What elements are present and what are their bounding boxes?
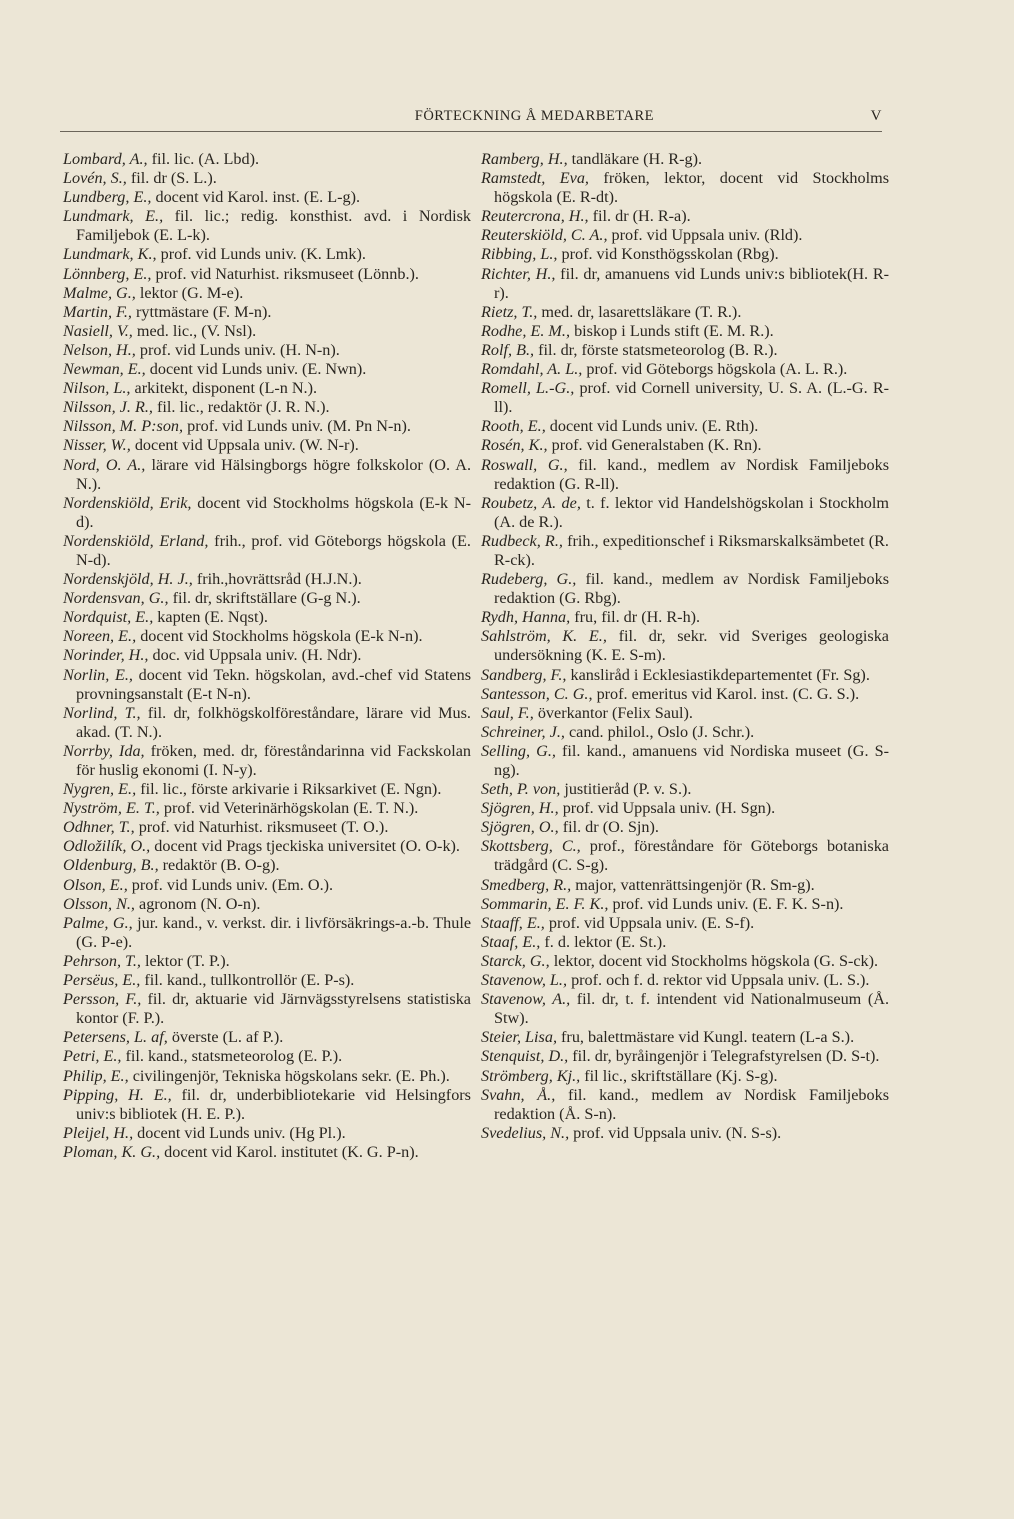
contributor-name: Rudeberg, G.,	[481, 570, 577, 589]
contributor-entry	[481, 532, 889, 570]
contributor-entry	[63, 245, 471, 264]
contributor-details: cand. philol., Oslo (J. Schr.).	[564, 722, 755, 741]
contributor-entry	[63, 322, 471, 341]
contributor-details: fil. lic. (A. Lbd).	[147, 150, 260, 168]
contributor-name: Pehrson, T.,	[63, 951, 141, 970]
contributor-name: Stavenow, A.,	[481, 990, 571, 1009]
contributor-entry	[481, 608, 889, 627]
contributor-details: kapten (E. Nqst).	[153, 608, 268, 627]
contributor-details: docent vid Karol. institutet (K. G. P-n).	[160, 1142, 419, 1161]
contributor-details: fröken, med. dr, föreståndarinna vid Fackskolan för huslig ekonomi (I. N-y).	[76, 741, 472, 779]
contributor-name: Lundmark, K.,	[63, 245, 157, 264]
contributor-details: prof. vid Lunds univ. (E. F. K. S-n).	[608, 894, 844, 913]
contributor-details: fil. dr, sekr. vid Sveriges geologiska undersökning (K. E. S-m).	[494, 627, 889, 665]
contributor-details: biskop i Lunds stift (E. M. R.).	[570, 321, 774, 340]
contributor-details: docent vid Uppsala univ. (W. N-r).	[130, 436, 359, 455]
contributor-name: Schreiner, J.,	[481, 722, 565, 741]
contributor-name: Stavenow, L.,	[481, 971, 568, 990]
contributor-details: prof. vid Lunds univ. (H. N-n).	[135, 340, 340, 359]
contributor-details: prof. vid Naturhist. riksmuseet (Lönnb.).	[151, 264, 419, 283]
contributor-entry	[63, 1047, 471, 1066]
contributor-details: redaktör (B. O-g).	[158, 856, 280, 875]
contributor-name: Nilson, L.,	[63, 379, 131, 398]
contributor-details: lärare vid Hälsingborgs högre folkskolor (O. A. N.).	[76, 455, 471, 493]
contributor-name: Stenquist, D.,	[481, 1047, 569, 1066]
contributor-entry	[63, 570, 471, 589]
contributor-details: major, vattenrättsingenjör (R. Sm-g).	[571, 875, 815, 894]
contributor-name: Nordensvan, G.,	[63, 589, 169, 608]
contributor-name: Oldenburg, B.,	[63, 856, 159, 875]
contributor-name: Ploman, K. G.,	[63, 1142, 161, 1161]
contributor-details: fil. kand., amanuens vid Nordiska museet (G. S-ng).	[494, 741, 889, 779]
contributor-name: Olsson, N.,	[63, 894, 135, 913]
contributor-name: Staaff, E.,	[481, 913, 545, 932]
contributor-name: Olson, E.,	[63, 875, 128, 894]
contributor-name: Reutercrona, H.,	[481, 207, 589, 226]
contributor-details: prof. vid Veterinärhögskolan (E. T. N.).	[159, 799, 419, 818]
contributor-entry	[481, 436, 889, 455]
contributor-entry	[63, 837, 471, 856]
contributor-name: Santesson, C. G.,	[481, 684, 593, 703]
contributor-entry	[63, 341, 471, 360]
contributor-details: fil. dr (O. Sjn).	[558, 818, 659, 837]
contributor-name: Petersens, L. af,	[63, 1028, 168, 1047]
contributor-details: prof. vid Lunds univ. (M. Pn N-n).	[183, 417, 411, 436]
contributor-entry	[63, 952, 471, 971]
contributor-details: docent vid Lunds univ. (Hg Pl.).	[133, 1123, 346, 1142]
contributor-details: docent vid Lunds univ. (E. Nwn).	[145, 360, 367, 379]
contributor-entry	[481, 1028, 889, 1047]
contributor-entry	[481, 322, 889, 341]
contributor-name: Sahlström, K. E.,	[481, 627, 607, 646]
contributor-entry	[481, 1124, 889, 1143]
contributor-entry	[481, 837, 889, 875]
contributor-name: Pipping, H. E.,	[63, 1085, 172, 1104]
contributor-details: docent vid Stockholms högskola (E-k N-d).	[76, 493, 472, 531]
contributor-entry	[481, 245, 889, 264]
contributor-name: Ribbing, L.,	[481, 245, 558, 264]
contributor-name: Rosén, K.,	[481, 436, 548, 455]
contributor-entry	[63, 417, 471, 436]
contributor-name: Odložilík, O.,	[63, 837, 151, 856]
contributor-entry	[481, 971, 889, 990]
contributor-name: Nygren, E.,	[63, 780, 137, 799]
contributor-entry	[63, 608, 471, 627]
contributor-name: Staaf, E.,	[481, 932, 541, 951]
contributor-details: lektor, docent vid Stockholms högskola (G. S-ck).	[549, 951, 879, 970]
contributor-name: Lovén, S.,	[63, 169, 127, 188]
contributor-details: fil lic., skriftställare (Kj. S-g).	[580, 1066, 778, 1085]
contributor-entry	[481, 150, 889, 169]
page-number: V	[870, 108, 882, 124]
contributor-entry	[481, 265, 889, 303]
contributor-details: tandläkare (H. R-g).	[567, 150, 703, 168]
contributor-entry	[63, 971, 471, 990]
contributor-details: t. f. lektor vid Handelshögskolan i Stockholm (A. de R.).	[494, 493, 889, 531]
contributor-name: Martin, F.,	[63, 302, 132, 321]
contributor-entry	[63, 646, 471, 665]
contributor-name: Ramberg, H.,	[481, 150, 568, 168]
contributor-details: frih., prof. vid Göteborgs högskola (E. N-d).	[76, 531, 471, 569]
contributor-entry	[481, 704, 889, 723]
contributor-details: fru, fil. dr (H. R-h).	[570, 608, 701, 627]
contributor-details: fil. kand., medlem av Nordisk Familjeboks redaktion (G. Rbg).	[494, 570, 889, 608]
contributor-details: fil. dr, t. f. intendent vid Nationalmuseum (Å. Stw).	[494, 990, 889, 1028]
contributor-details: fru, balettmästare vid Kungl. teatern (L-a S.).	[557, 1028, 855, 1047]
contributor-details: fil. dr (H. R-a).	[588, 207, 691, 226]
contributor-name: Nordenskiöld, Erland,	[63, 531, 209, 550]
contributor-details: prof. vid Naturhist. riksmuseet (T. O.).	[134, 818, 389, 837]
contributor-details: prof. vid Generalstaben (K. Rn).	[547, 436, 762, 455]
contributor-entry	[63, 169, 471, 188]
contributor-entry	[63, 990, 471, 1028]
contributor-name: Petri, E.,	[63, 1047, 122, 1066]
contributor-name: Nilsson, M. P:son,	[63, 417, 184, 436]
contributor-name: Sommarin, E. F. K.,	[481, 894, 609, 913]
contributor-entry	[481, 1047, 889, 1066]
contributor-details: justitieråd (P. v. S.).	[560, 780, 692, 799]
page-title: FÖRTECKNING Å MEDARBETARE	[414, 108, 654, 124]
contributor-details: fil. dr, aktuarie vid Järnvägsstyrelsens statistiska kontor (F. P.).	[76, 990, 471, 1028]
contributor-entry	[481, 456, 889, 494]
contributor-name: Starck, G.,	[481, 951, 550, 970]
contributor-name: Romell, L.-G.,	[481, 379, 575, 398]
contributor-name: Nordenskiöld, Erik,	[63, 493, 192, 512]
contributor-name: Nelson, H.,	[63, 340, 136, 359]
contributor-details: med. lic., (V. Nsl).	[132, 321, 257, 340]
contributor-details: doc. vid Uppsala univ. (H. Ndr).	[148, 646, 362, 665]
contributor-name: Skottsberg, C.,	[481, 837, 581, 856]
contributor-entry	[63, 818, 471, 837]
contributor-name: Norlind, T.,	[63, 703, 141, 722]
contributor-name: Nisser, W.,	[63, 436, 131, 455]
contributor-name: Philip, E.,	[63, 1066, 129, 1085]
contributor-details: prof. vid Uppsala univ. (E. S-f).	[544, 913, 755, 932]
right-column	[481, 150, 889, 1143]
contributor-details: arkitekt, disponent (L-n N.).	[130, 379, 318, 398]
contributor-entry	[63, 360, 471, 379]
contributor-details: prof. vid Konsthögsskolan (Rbg).	[557, 245, 779, 264]
contributor-entry	[63, 265, 471, 284]
contributor-name: Sandberg, F.,	[481, 665, 567, 684]
contributor-entry	[481, 685, 889, 704]
contributor-entry	[481, 818, 889, 837]
contributor-name: Lombard, A.,	[63, 150, 148, 168]
contributor-details: agronom (N. O-n).	[134, 894, 261, 913]
contributor-details: prof. vid Uppsala univ. (N. S-s).	[569, 1123, 782, 1142]
contributor-name: Lönnberg, E.,	[63, 264, 152, 283]
contributor-details: fil. kand., statsmeteorolog (E. P.).	[121, 1047, 343, 1066]
contributor-details: docent vid Prags tjeckiska universitet (O. O-k).	[150, 837, 460, 856]
contributor-entry	[63, 1124, 471, 1143]
contributor-name: Nilsson, J. R.,	[63, 398, 153, 417]
contributor-entry	[63, 207, 471, 245]
contributor-details: lektor (T. P.).	[140, 951, 230, 970]
contributor-entry	[63, 627, 471, 646]
contributor-entry	[481, 666, 889, 685]
contributor-entry	[63, 799, 471, 818]
contributor-entry	[63, 780, 471, 799]
contributor-name: Nyström, E. T.,	[63, 799, 160, 818]
contributor-name: Roswall, G.,	[481, 455, 568, 474]
contributor-details: docent vid Karol. inst. (E. L-g).	[151, 188, 361, 207]
contributor-entry	[481, 341, 889, 360]
contributor-entry	[481, 1067, 889, 1086]
contributor-entry	[481, 990, 889, 1028]
contributor-name: Smedberg, R.,	[481, 875, 572, 894]
contributor-entry	[63, 456, 471, 494]
contributor-entry	[63, 188, 471, 207]
contributor-name: Lundmark, E.,	[63, 207, 164, 226]
contributor-entry	[481, 1086, 889, 1124]
contributor-entry	[63, 1067, 471, 1086]
contributor-name: Rydh, Hanna,	[481, 608, 571, 627]
contributor-entry	[481, 933, 889, 952]
contributor-details: frih.,hovrättsråd (H.J.N.).	[192, 570, 362, 589]
contributor-name: Selling, G.,	[481, 741, 556, 760]
contributor-entry	[63, 436, 471, 455]
contributor-details: fil. dr, folkhögskolföreståndare, lärare vid Mus. akad. (T. N.).	[76, 703, 471, 741]
contributor-name: Rietz, T.,	[481, 302, 538, 321]
contributor-details: fil. kand., medlem av Nordisk Familjeboks redaktion (Å. S-n).	[494, 1085, 890, 1123]
contributor-entry	[481, 914, 889, 933]
contributor-entry	[481, 494, 889, 532]
contributor-details: prof., föreståndare för Göteborgs botaniska trädgård (C. S-g).	[494, 837, 889, 875]
contributor-details: överkantor (Felix Saul).	[533, 703, 693, 722]
contributor-name: Svedelius, N.,	[481, 1123, 570, 1142]
contributor-details: prof. vid Uppsala univ. (Rld).	[607, 226, 803, 245]
contributor-name: Persëus, E.,	[63, 971, 141, 990]
contributor-name: Romdahl, A. L.,	[481, 360, 583, 379]
contributor-details: fil. kand., medlem av Nordisk Familjeboks redaktion (G. R-ll).	[494, 455, 889, 493]
contributor-name: Saul, F.,	[481, 703, 534, 722]
contributor-name: Pleijel, H.,	[63, 1123, 134, 1142]
contributor-name: Nordenskjöld, H. J.,	[63, 570, 193, 589]
contributor-entry	[63, 494, 471, 532]
contributor-details: prof. vid Lunds univ. (Em. O.).	[127, 875, 334, 894]
contributor-name: Strömberg, Kj.,	[481, 1066, 581, 1085]
contributor-name: Sjögren, O.,	[481, 818, 559, 837]
contributor-name: Reuterskiöld, C. A.,	[481, 226, 608, 245]
contributor-details: civilingenjör, Tekniska högskolans sekr. (E. Ph.).	[128, 1066, 450, 1085]
contributor-details: prof. vid Göteborgs högskola (A. L. R.).	[582, 360, 848, 379]
contributor-name: Roubetz, A. de,	[481, 493, 581, 512]
contributor-name: Persson, F.,	[63, 990, 142, 1009]
contributor-details: fil. dr (S. L.).	[126, 169, 217, 188]
contributor-name: Odhner, T.,	[63, 818, 135, 837]
contributor-name: Rudbeck, R.,	[481, 531, 563, 550]
contributor-entry	[481, 360, 889, 379]
contributor-name: Ramstedt, Eva,	[481, 169, 589, 188]
contributor-details: fil. dr, förste statsmeteorolog (B. R.).	[534, 340, 778, 359]
contributor-entry	[481, 952, 889, 971]
contributor-entry	[63, 914, 471, 952]
contributor-name: Lundberg, E.,	[63, 188, 152, 207]
contributor-details: fil. lic., förste arkivarie i Riksarkivet (E. Ngn).	[136, 780, 442, 799]
contributor-details: docent vid Tekn. högskolan, avd.-chef vid Statens provningsanstalt (E-t N-n).	[76, 665, 471, 703]
header-rule	[60, 131, 882, 132]
contributor-entry	[481, 169, 889, 207]
contributor-entry	[481, 876, 889, 895]
contributor-details: jur. kand., v. verkst. dir. i livförsäkrings-a.-b. Thule (G. P-e).	[76, 913, 472, 951]
contributor-entry	[63, 532, 471, 570]
contributor-name: Seth, P. von,	[481, 780, 561, 799]
contributor-entry	[63, 742, 471, 780]
contributor-entry	[63, 303, 471, 322]
contributor-entry	[63, 876, 471, 895]
contributor-details: prof. vid Cornell university, U. S. A. (L.-G. R-ll).	[494, 379, 890, 417]
contributor-entry	[63, 895, 471, 914]
contributor-name: Rolf, B.,	[481, 340, 535, 359]
contributor-entry	[63, 666, 471, 704]
contributor-entry	[63, 150, 471, 169]
contributor-details: ryttmästare (F. M-n).	[131, 302, 272, 321]
contributor-details: prof. vid Lunds univ. (K. Lmk).	[156, 245, 366, 264]
contributor-name: Palme, G.,	[63, 913, 133, 932]
contributor-name: Nasiell, V.,	[63, 321, 133, 340]
contributor-entry	[481, 780, 889, 799]
contributor-entry	[481, 742, 889, 780]
contributor-entry	[481, 627, 889, 665]
contributor-details: fil. dr, byråingenjör i Telegrafstyrelsen (D. S-t).	[568, 1047, 880, 1066]
contributor-name: Norrby, Ida,	[63, 741, 145, 760]
contributor-entry	[63, 379, 471, 398]
contributor-name: Noreen, E.,	[63, 627, 137, 646]
contributor-details: docent vid Lunds univ. (E. Rth).	[545, 417, 759, 436]
contributor-details: lektor (G. M-e).	[135, 283, 244, 302]
contributor-details: frih., expeditionschef i Riksmarskalksämbetet (R. R-ck).	[494, 531, 889, 569]
contributor-entry	[481, 570, 889, 608]
contributor-details: fil. dr, underbibliotekarie vid Helsingfors univ:s bibliotek (H. E. P.).	[76, 1085, 471, 1123]
contributor-details: fil. dr, amanuens vid Lunds univ:s bibliotek(H. R-r).	[494, 264, 890, 302]
contributor-details: fil. kand., tullkontrollör (E. P-s).	[140, 971, 355, 990]
contributor-details: prof. vid Uppsala univ. (H. Sgn).	[558, 799, 776, 818]
contributor-entry	[63, 284, 471, 303]
contributor-name: Svahn, Å.,	[481, 1085, 556, 1104]
contributor-name: Norlin, E.,	[63, 665, 133, 684]
contributor-entry	[481, 226, 889, 245]
contributor-entry	[481, 723, 889, 742]
contributor-entry	[481, 417, 889, 436]
contributor-name: Nordquist, E.,	[63, 608, 154, 627]
contributor-entry	[63, 1028, 471, 1047]
contributor-entry	[63, 589, 471, 608]
contributor-name: Newman, E.,	[63, 360, 146, 379]
contributor-details: kansliråd i Ecklesiastikdepartementet (Fr. Sg).	[566, 665, 870, 684]
contributor-details: med. dr, lasarettsläkare (T. R.).	[537, 302, 742, 321]
contributor-details: fil. lic., redaktör (J. R. N.).	[152, 398, 330, 417]
contributor-entry	[63, 1143, 471, 1162]
contributor-name: Norinder, H.,	[63, 646, 149, 665]
contributor-details: fil. lic.; redig. konsthist. avd. i Nordisk Familjebok (E. L-k).	[76, 207, 471, 245]
contributor-details: prof. och f. d. rektor vid Uppsala univ. (L. S.).	[567, 971, 870, 990]
contributor-entry	[63, 1086, 471, 1124]
contributor-entry	[481, 895, 889, 914]
contributor-details: fröken, lektor, docent vid Stockholms högskola (E. R-dt).	[494, 169, 889, 207]
contributor-details: f. d. lektor (E. St.).	[540, 932, 667, 951]
contributor-name: Rodhe, E. M.,	[481, 321, 571, 340]
contributor-name: Rooth, E.,	[481, 417, 546, 436]
contributor-name: Sjögren, H.,	[481, 799, 559, 818]
contributor-entry	[63, 398, 471, 417]
contributor-name: Malme, G.,	[63, 283, 136, 302]
contributor-details: fil. dr, skriftställare (G-g N.).	[168, 589, 361, 608]
contributor-entry	[481, 303, 889, 322]
contributor-name: Steier, Lisa,	[481, 1028, 557, 1047]
contributor-entry	[481, 207, 889, 226]
page-header	[60, 108, 882, 128]
left-column	[63, 150, 471, 1162]
contributor-entry	[63, 704, 471, 742]
contributor-details: prof. emeritus vid Karol. inst. (C. G. S.).	[592, 684, 860, 703]
contributor-entry	[481, 799, 889, 818]
contributor-entry	[63, 856, 471, 875]
contributor-details: docent vid Stockholms högskola (E-k N-n).	[136, 627, 423, 646]
contributor-details: överste (L. af P.).	[167, 1028, 284, 1047]
contributor-entry	[481, 379, 889, 417]
contributor-name: Nord, O. A.,	[63, 455, 146, 474]
contributor-name: Richter, H.,	[481, 264, 556, 283]
